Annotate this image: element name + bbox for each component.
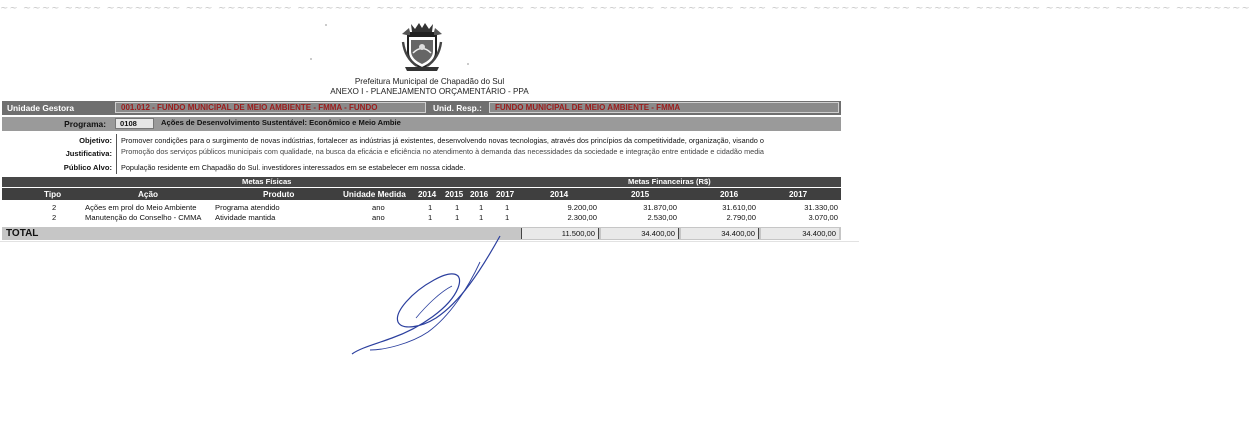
scan-speck — [310, 58, 312, 60]
row-tipo: 2 — [52, 213, 57, 222]
total-label: TOTAL — [6, 228, 39, 239]
programa-label: Programa: — [64, 119, 106, 129]
row-unidade: ano — [372, 203, 385, 212]
objetivo-text: Promover condições para o surgimento de novas indústrias, fortalecer as indústrias já existentes, desenvolvendo novas tecnologias, através dos princípios da competitividade, organização, visando o — [121, 136, 764, 145]
row-acao: Manutenção do Conselho - CMMA — [85, 213, 202, 222]
metas-financeiras-title: Metas Financeiras (R$) — [628, 177, 711, 186]
row-v2016: 2.790,00 — [726, 213, 756, 222]
justificativa-label: Justificativa: — [65, 149, 112, 158]
row-q2016: 1 — [479, 203, 484, 212]
programa-name: Ações de Desenvolvimento Sustentável: Econômico e Meio Ambie — [161, 118, 401, 127]
col-tipo: Tipo — [44, 190, 62, 199]
unidade-gestora-value: 001.012 - FUNDO MUNICIPAL DE MEIO AMBIENTE - FMMA - FUNDO — [115, 102, 426, 113]
col-fin-2015: 2015 — [631, 190, 650, 199]
unidade-gestora-label: Unidade Gestora — [7, 103, 75, 113]
col-acao: Ação — [138, 190, 159, 199]
row-q2017: 1 — [505, 213, 510, 222]
total-2017: 34.400,00 — [761, 228, 839, 239]
row-q2017: 1 — [505, 203, 510, 212]
municipal-seal-icon — [399, 20, 445, 72]
total-2016: 34.400,00 — [681, 228, 759, 239]
col-qty-2016: 2016 — [470, 190, 489, 199]
handwritten-signature — [340, 232, 520, 364]
col-fin-2014: 2014 — [550, 190, 569, 199]
unid-resp-label: Unid. Resp.: — [433, 103, 482, 113]
row-produto: Atividade mantida — [215, 213, 276, 222]
justificativa-text: Promoção dos serviços públicos municipais com qualidade, na busca da eficácia e eficiência no atendimento à demanda das necessidades da sociedade e integração entre entidade e cidadão media — [121, 147, 764, 156]
row-v2016: 31.610,00 — [722, 203, 756, 212]
row-q2016: 1 — [479, 213, 484, 222]
col-produto: Produto — [263, 190, 295, 199]
total-2015: 34.400,00 — [601, 228, 679, 239]
prefeitura-title: Prefeitura Municipal de Chapadão do Sul — [354, 77, 505, 86]
unidade-gestora-band — [2, 101, 841, 115]
row-v2017: 3.070,00 — [808, 213, 838, 222]
row-acao: Ações em prol do Meio Ambiente — [85, 203, 197, 212]
row-q2015: 1 — [455, 203, 460, 212]
scan-speck — [325, 24, 327, 26]
row-v2015: 31.870,00 — [643, 203, 677, 212]
bleed-through-text: ~~ ~~~~ ~~~~ ~~~~~~~~ ~~~ ~~~~~~~~ ~~~~~~~~ ~~~ ~~~~~~~ ~~~~~ ~~~~~~ ~~~~~~~ ~~~~~~~~ ~~~ ~~~~ ~~~~~~~ ~~~ ~~~~~~ ~~~~~~~ ~~~~~~~ ~~~~~~ ~~~~~~~~ — [0, 3, 1251, 14]
col-qty-2017: 2017 — [496, 190, 515, 199]
info-divider — [116, 134, 117, 174]
publico-alvo-label: Público Alvo: — [63, 163, 112, 172]
publico-alvo-text: População residente em Chapadão do Sul. investidores interessados em se estabelecer em nossa cidade. — [121, 163, 466, 172]
programa-code: 0108 — [115, 118, 154, 129]
row-q2015: 1 — [455, 213, 460, 222]
scan-speck — [467, 63, 469, 65]
row-q2014: 1 — [428, 213, 433, 222]
column-header-band — [2, 188, 841, 200]
row-v2014: 9.200,00 — [567, 203, 597, 212]
col-unidade-medida: Unidade Medida — [343, 190, 406, 199]
programa-band — [2, 117, 841, 131]
row-produto: Programa atendido — [215, 203, 280, 212]
col-qty-2015: 2015 — [445, 190, 464, 199]
annex-title: ANEXO I - PLANEJAMENTO ORÇAMENTÁRIO - PPA — [330, 87, 529, 96]
total-2014: 11.500,00 — [521, 228, 599, 239]
col-qty-2014: 2014 — [418, 190, 437, 199]
unid-resp-value: FUNDO MUNICIPAL DE MEIO AMBIENTE - FMMA — [489, 102, 839, 113]
row-v2017: 31.330,00 — [804, 203, 838, 212]
col-fin-2016: 2016 — [720, 190, 739, 199]
col-fin-2017: 2017 — [789, 190, 808, 199]
metas-fisicas-title: Metas Físicas — [242, 177, 292, 186]
row-v2015: 2.530,00 — [647, 213, 677, 222]
objetivo-label: Objetivo: — [79, 136, 112, 145]
row-unidade: ano — [372, 213, 385, 222]
row-v2014: 2.300,00 — [567, 213, 597, 222]
metas-header-band — [2, 177, 841, 187]
row-q2014: 1 — [428, 203, 433, 212]
row-tipo: 2 — [52, 203, 57, 212]
